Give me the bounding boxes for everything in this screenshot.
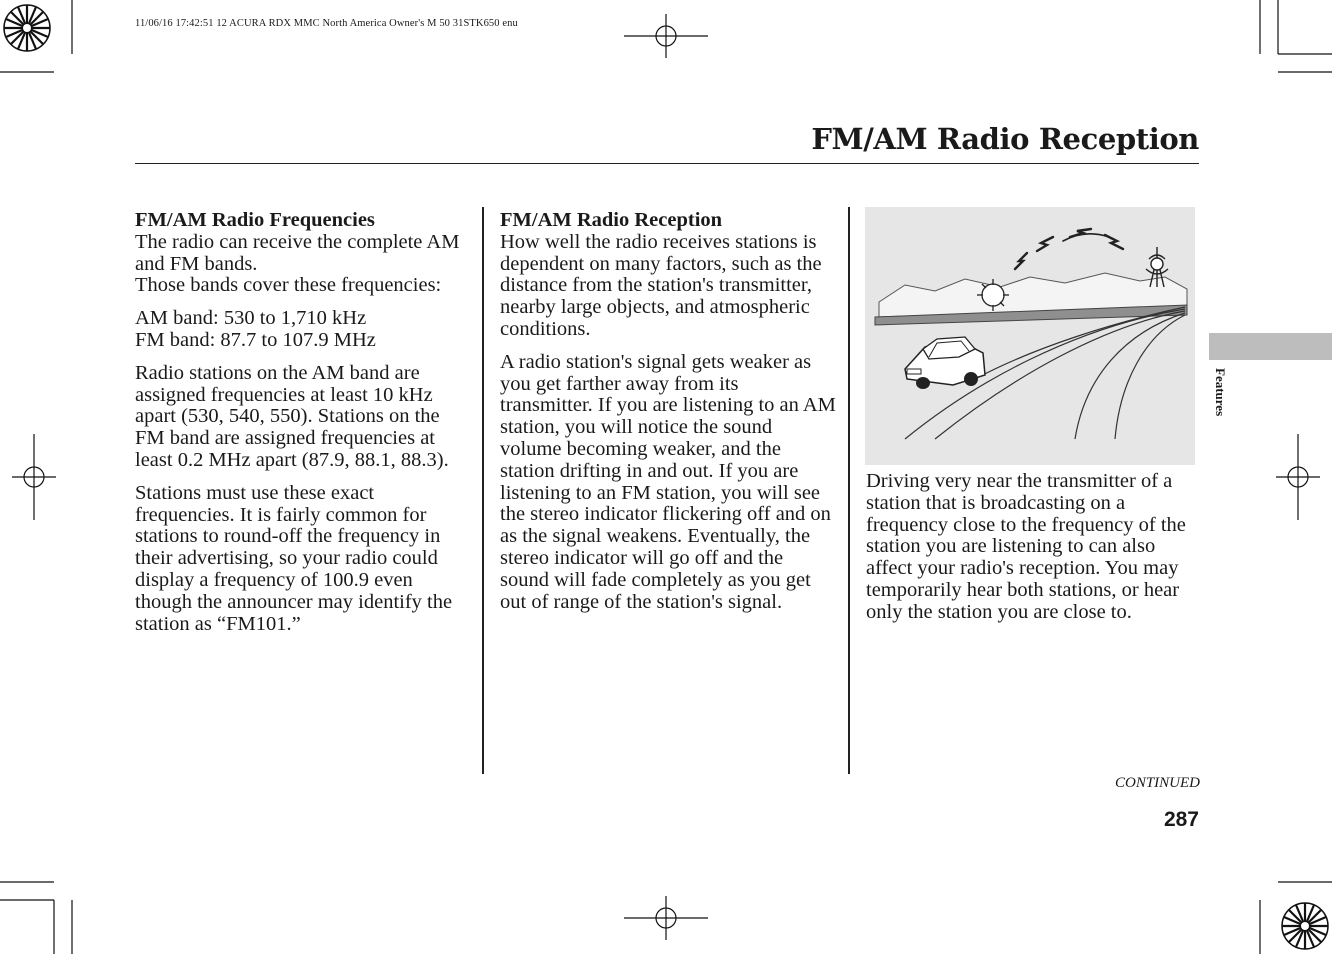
section-tab-label: Features bbox=[1213, 368, 1228, 417]
heading-reception: FM/AM Radio Reception bbox=[500, 209, 723, 231]
column-interference bbox=[866, 471, 1202, 635]
para-spacing: Radio stations on the AM band are assigned frequencies at least 10 kHz apart (530, 540, 550). Stations on the FM band are assigned frequencies at least 0.2 MHz apart (87.9, 88.1, 88.3). bbox=[135, 361, 449, 471]
para-reception-factors: How well the radio receives stations is dependent on many factors, such as the distance from the station's transmitter, nearby large objects, and atmospheric conditions. bbox=[500, 230, 822, 340]
car-road-transmitter-drawing bbox=[865, 207, 1195, 465]
para-exact-frequencies: Stations must use these exact frequencies. It is fairly common for stations to round-off the frequency in their advertising, so your radio could display a frequency of 100.9 even though the announcer may identify the station as “FM101.” bbox=[135, 481, 453, 635]
para-frequencies-intro: Those bands cover these frequencies: bbox=[135, 274, 442, 297]
radio-wave-icon bbox=[1015, 229, 1123, 269]
heading-frequencies: FM/AM Radio Frequencies bbox=[135, 209, 375, 231]
continued-label: CONTINUED bbox=[1114, 775, 1200, 791]
page-title: FM/AM Radio Reception bbox=[811, 122, 1199, 156]
registration-target-bottom-right bbox=[1282, 903, 1328, 949]
para-bands: The radio can receive the complete AM and FM bands. bbox=[135, 230, 460, 275]
para-nearby-transmitter: Driving very near the transmitter of a station that is broadcasting on a frequency close to the frequency of the station you are listening to can also affect your radio's reception. You may temporarily hear both stations, or hear only the station you are close to. bbox=[866, 470, 1186, 623]
title-divider bbox=[135, 163, 1199, 164]
print-header: 11/06/16 17:42:51 12 ACURA RDX MMC North America Owner's M 50 31STK650 enu bbox=[135, 18, 518, 29]
am-band: AM band: 530 to 1,710 kHz bbox=[135, 307, 367, 330]
column-divider-2 bbox=[848, 207, 850, 774]
column-divider-1 bbox=[482, 207, 484, 774]
reception-illustration bbox=[865, 207, 1195, 465]
car-icon bbox=[905, 337, 985, 389]
column-reception bbox=[500, 210, 836, 624]
page-number: 287 bbox=[1163, 808, 1199, 831]
registration-target-top-left bbox=[4, 5, 50, 51]
fm-band: FM band: 87.7 to 107.9 MHz bbox=[135, 328, 376, 351]
band-list bbox=[135, 308, 471, 352]
column-frequencies bbox=[135, 210, 471, 646]
section-tab-marker bbox=[1209, 333, 1332, 360]
para-signal-weakens: A radio station's signal gets weaker as you get farther away from its transmitter. If you are listening to an AM station, you will notice the sound volume becoming weaker, and the station drifting in and out. If you are listening to an FM station, you will see the stereo indicator flickering off and on as the signal weakens. Eventually, the stereo indicator will go off and the sound will fade completely as you get out of range of the station's signal. bbox=[500, 350, 836, 613]
